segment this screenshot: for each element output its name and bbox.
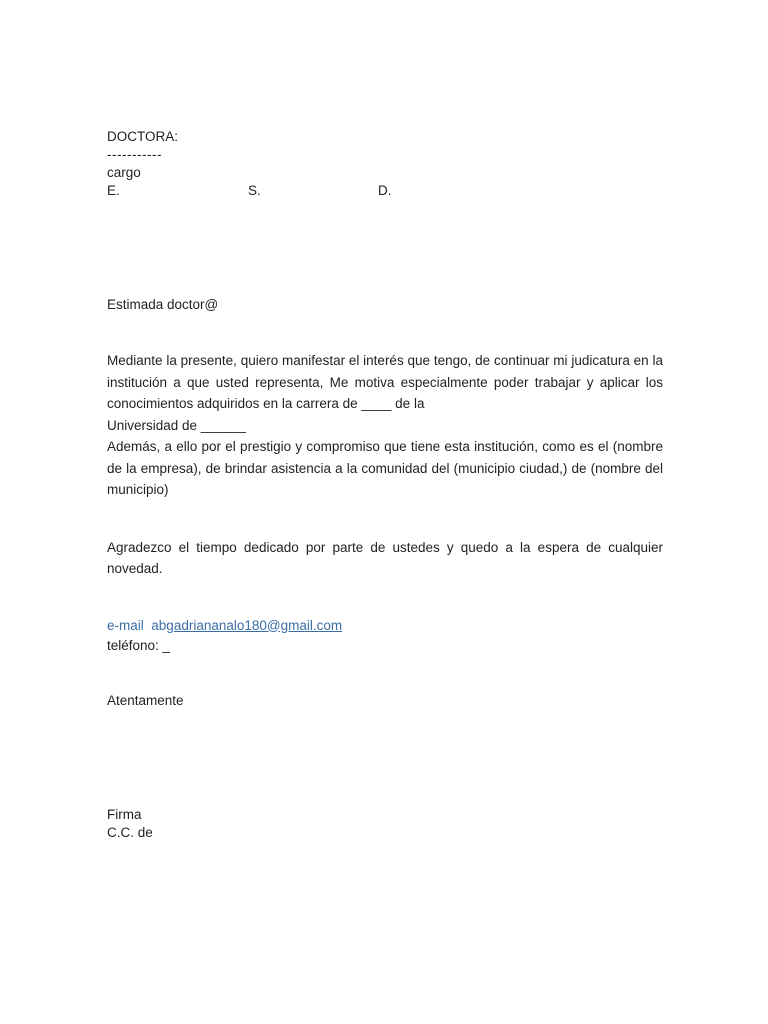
email-prefix: abg [151, 617, 174, 633]
delivery-s: S. [248, 183, 261, 198]
email-link[interactable]: adriananalo180@gmail.com [173, 617, 343, 633]
signature-label: Firma [107, 806, 142, 822]
email-label: e-mail [107, 617, 144, 633]
recipient-name-blank: ----------- [107, 147, 162, 162]
recipient-role: cargo [107, 165, 141, 180]
spacer-after-salutation [107, 314, 663, 350]
spacer-after-header [107, 200, 663, 296]
spacer-before-paragraph-3 [107, 501, 663, 537]
salutation: Estimada doctor@ [107, 297, 219, 312]
id-label: C.C. de [107, 824, 153, 840]
body-paragraph-1-tail: Universidad de ______ [107, 417, 246, 433]
spacer-before-contact [107, 580, 663, 616]
recipient-title: DOCTORA: [107, 129, 179, 144]
body-paragraph-2: Además, a ello por el prestigio y compromiso que tiene esta institución, como es el (nombre de la empresa), de brindar asistencia a la comunidad del (municipio ciudad,) de (nombre del municipio) [107, 439, 663, 497]
delivery-line [107, 182, 663, 200]
signature-space [107, 710, 663, 806]
delivery-e: E. [107, 183, 120, 198]
phone-line: teléfono: _ [107, 637, 171, 653]
delivery-d: D. [378, 183, 392, 198]
spacer-before-closing [107, 656, 663, 692]
body-paragraph-3: Agradezco el tiempo dedicado por parte de ustedes y quedo a la espera de cualquier novedad. [107, 539, 663, 576]
body-paragraph-1: Mediante la presente, quiero manifestar el interés que tengo, de continuar mi judicatura en la institución a que usted representa, Me motiva especialmente poder trabajar y aplicar los conocimientos adquiridos en la carrera de ____ de la [107, 353, 663, 411]
email-line [107, 616, 663, 636]
valediction: Atentamente [107, 692, 184, 708]
letter-body [107, 128, 663, 842]
